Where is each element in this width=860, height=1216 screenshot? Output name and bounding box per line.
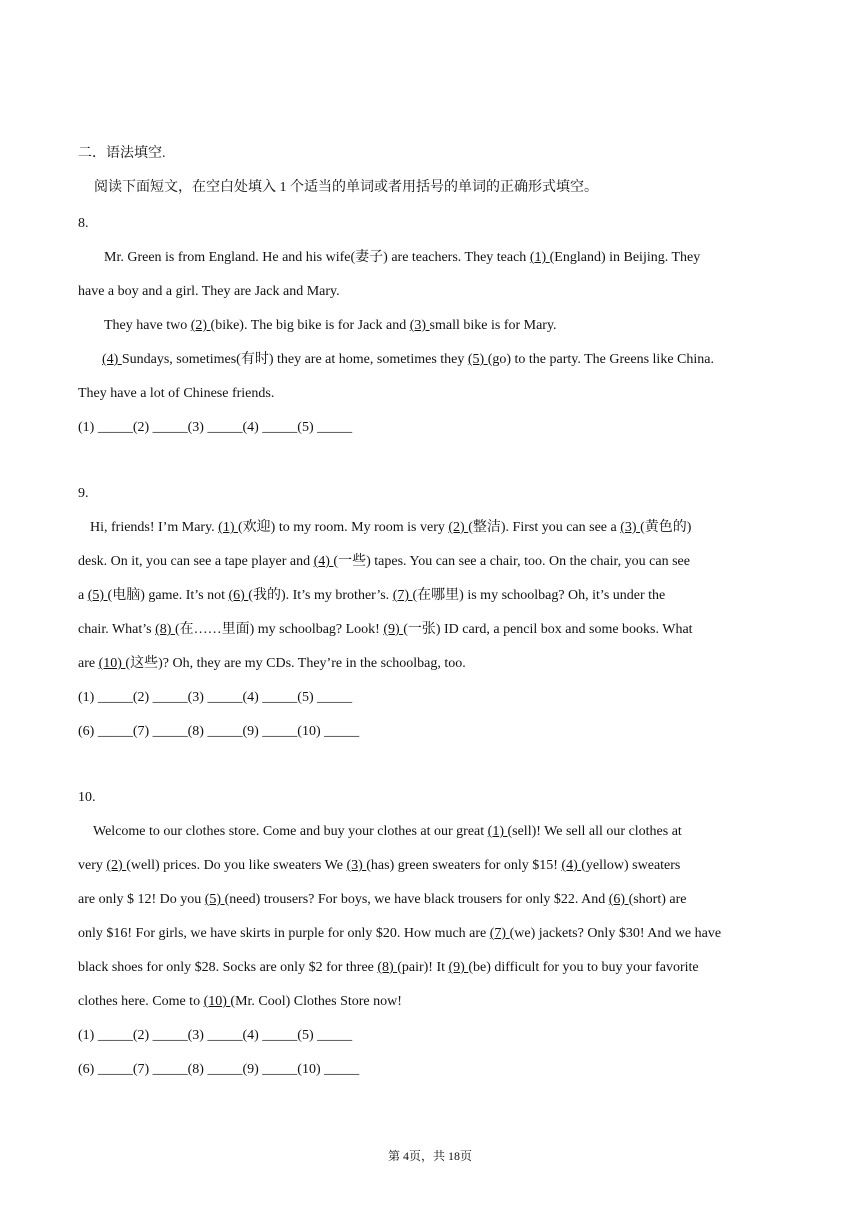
passage-line [104,316,816,336]
passage-text: (go) to the party. The Greens like China. [487,352,714,367]
blank-marker: (3) [346,858,367,873]
passage-text: (well) prices. Do you like sweaters We [126,858,347,873]
passage-text: Mr. Green is from England. He and his wife(妻子) are teachers. They teach [104,250,530,265]
blank-marker: (8) [377,960,398,975]
question-number: 8. [78,216,89,231]
passage-text: (整洁). First you can see a [468,520,621,535]
blank-marker: (4) [313,554,334,569]
passage-text: are [78,656,99,671]
passage-text: (一些) tapes. You can see a chair, too. On the chair, you can see [333,554,690,569]
blank-marker: (1) [218,520,238,535]
passage-text: (be) difficult for you to buy your favorite [468,960,699,975]
passage-text: have a boy and a girl. They are Jack and Mary. [78,284,340,299]
blank-marker: (2) [448,520,469,535]
blank-marker: (4) [561,858,582,873]
passage-text: (在哪里) is my schoolbag? Oh, it’s under the [412,588,666,603]
passage-text: (欢迎) to my room. My room is very [238,520,449,535]
passage-text: chair. What’s [78,622,156,637]
passage-line [78,654,790,674]
passage-text: (has) green sweaters for only $15! [366,858,562,873]
passage-text: are only $ 12! Do you [78,892,205,907]
passage-line [78,552,790,572]
blank-marker: (9) [448,960,469,975]
passage-text: (we) jackets? Only $30! And we have [509,926,722,941]
blank-marker: (1) [529,250,550,265]
passage-text: Welcome to our clothes store. Come and buy your clothes at our great [93,824,488,839]
passage-text: (sell)! We sell all our clothes at [507,824,682,839]
passage-text: clothes here. Come to [78,994,204,1009]
section-title: 二．语法填空. [78,146,166,161]
passage-text: (我的). It’s my brother’s. [248,588,393,603]
passage-text: Sundays, sometimes(有时) they are at home, sometimes they [121,352,468,367]
blank-marker: (3) [409,318,430,333]
blank-marker: (3) [620,520,641,535]
passage-line [78,958,790,978]
passage-line [102,350,814,370]
blank-marker: (9) [383,622,404,637]
passage-text: (short) are [628,892,687,907]
passage-line [78,890,790,910]
passage-text: (pair)! It [397,960,449,975]
blank-marker: (10) [203,994,231,1009]
passage-line [78,384,790,404]
blank-marker: (6) [608,892,629,907]
passage-line [104,248,816,268]
answer-blanks-line: (6) _____(7) _____(8) _____(9) _____(10) _____ [78,1062,360,1077]
passage-line [78,620,790,640]
question-number: 10. [78,790,96,805]
passage-text: (一张) ID card, a pencil box and some books. What [403,622,693,637]
passage-line [78,586,790,606]
passage-text: Hi, friends! I’m Mary. [90,520,219,535]
passage-line [78,282,790,302]
answer-blanks-line: (1) _____(2) _____(3) _____(4) _____(5) _____ [78,420,353,435]
passage-line [78,924,790,944]
passage-text: They have a lot of Chinese friends. [78,386,275,401]
blank-marker: (2) [190,318,211,333]
answer-blanks-line: (1) _____(2) _____(3) _____(4) _____(5) _____ [78,1028,353,1043]
answer-blanks-line: (1) _____(2) _____(3) _____(4) _____(5) _____ [78,690,353,705]
blank-marker: (8) [155,622,175,637]
passage-text: only $16! For girls, we have skirts in purple for only $20. How much are [78,926,490,941]
blank-marker: (6) [228,588,249,603]
passage-text: They have two [104,318,191,333]
blank-marker: (5) [467,352,488,367]
passage-line [78,856,790,876]
blank-marker: (5) [87,588,108,603]
passage-line [78,992,790,1012]
page-footer: 第 4页，共 18页 [387,1149,472,1163]
passage-text: (这些)? Oh, they are my CDs. They’re in the schoolbag, too. [125,656,466,671]
passage-text: a [78,588,88,603]
blank-marker: (7) [489,926,510,941]
blank-marker: (4) [102,352,122,367]
passage-text: (bike). The big bike is for Jack and [210,318,410,333]
blank-marker: (2) [106,858,127,873]
answer-blanks-line: (6) _____(7) _____(8) _____(9) _____(10) _____ [78,724,360,739]
passage-text: (Mr. Cool) Clothes Store now! [230,994,402,1009]
blank-marker: (10) [98,656,126,671]
blank-marker: (5) [204,892,225,907]
passage-line [93,822,805,842]
passage-text: (黄色的) [640,520,692,535]
passage-text: desk. On it, you can see a tape player and [78,554,314,569]
passage-text: (电脑) game. It’s not [107,588,229,603]
passage-text: (need) trousers? For boys, we have black trousers for only $22. And [224,892,609,907]
passage-text: (England) in Beijing. They [549,250,701,265]
passage-text: (yellow) sweaters [581,858,681,873]
passage-text: small bike is for Mary. [429,318,557,333]
question-number: 9. [78,486,89,501]
passage-text: very [78,858,107,873]
blank-marker: (7) [392,588,413,603]
passage-text: (在……里面) my schoolbag? Look! [174,622,384,637]
passage-text: black shoes for only $28. Socks are only $2 for three [78,960,378,975]
passage-line [90,518,802,538]
section-instruction: 阅读下面短文，在空白处填入 1 个适当的单词或者用括号的单词的正确形式填空。 [94,180,598,195]
blank-marker: (1) [487,824,508,839]
